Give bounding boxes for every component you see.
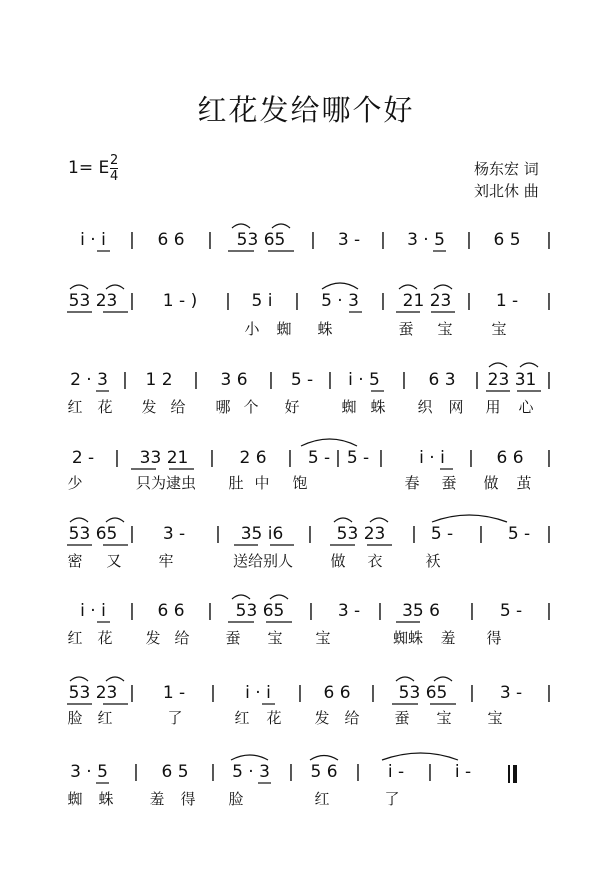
time-signature xyxy=(110,154,118,183)
bar-line: | xyxy=(129,524,135,544)
bar-line: | xyxy=(193,370,199,390)
lyric: 饱 xyxy=(292,474,308,492)
bar-line: | xyxy=(546,601,552,621)
note-group: 3 - xyxy=(337,230,361,250)
note-group: i · i xyxy=(80,230,106,250)
note-group: 6 5 xyxy=(493,230,521,250)
bar-line: | xyxy=(546,291,552,311)
lyric: 给 xyxy=(174,629,190,647)
note-group: 35 6 xyxy=(402,601,440,621)
note-group: i - xyxy=(454,762,472,782)
bar-line: | xyxy=(122,370,128,390)
bar-line: | xyxy=(380,291,386,311)
lyric: 用 xyxy=(485,398,501,416)
lyric: 蚕 xyxy=(225,629,241,647)
lyric: 得 xyxy=(486,629,502,647)
note-group: 5 - xyxy=(290,370,314,390)
lyric: 得 xyxy=(180,790,196,808)
lyric: 密 xyxy=(67,552,83,570)
bar-line: | xyxy=(307,524,313,544)
lyric: 了 xyxy=(384,790,400,808)
bar-line: | xyxy=(133,762,139,782)
note-group: i · 5 xyxy=(348,370,380,390)
note-group: 6 6 xyxy=(157,601,185,621)
slur xyxy=(272,224,290,228)
bar-line: | xyxy=(546,448,552,468)
bar-line: | xyxy=(546,230,552,250)
note-group: 5 - xyxy=(499,601,523,621)
lyric: 宝 xyxy=(491,320,507,338)
note-group: 1 - ) xyxy=(162,291,198,311)
lyric: 脸 xyxy=(67,709,83,727)
note-group: 3 - xyxy=(499,683,523,703)
lyric: 了 xyxy=(167,709,183,727)
lyric: 红 xyxy=(67,629,83,647)
lyric: 做 xyxy=(483,474,499,492)
bar-line: | xyxy=(207,230,213,250)
bar-line: | xyxy=(210,762,216,782)
note-group: 5 · 3 xyxy=(232,762,270,782)
note-group: 53 65 xyxy=(235,601,285,621)
lyric: 蜘蛛 xyxy=(392,629,424,647)
lyric: 少 xyxy=(67,474,83,492)
note-group: 33 21 xyxy=(139,448,189,468)
bar-line: | xyxy=(411,524,417,544)
lyric: 蛛 xyxy=(317,320,333,338)
note-group: 23 31 xyxy=(487,370,537,390)
lyric: 花 xyxy=(266,709,282,727)
bar-line: | xyxy=(210,683,216,703)
lyric: 网 xyxy=(448,398,464,416)
staff-row-3 xyxy=(0,370,612,460)
lyric: 蛛 xyxy=(370,398,386,416)
bar-line: | xyxy=(380,230,386,250)
lyric: 牢 xyxy=(158,552,174,570)
bar-line: | xyxy=(297,683,303,703)
staff-row-7 xyxy=(0,683,612,773)
lyric: 羞 xyxy=(440,629,456,647)
note-group: 5 · 3 xyxy=(321,291,359,311)
lyric: 红 xyxy=(234,709,250,727)
lyric: 花 xyxy=(97,398,113,416)
note-group: i · i xyxy=(80,601,106,621)
lyric: 只为逮虫 xyxy=(135,474,197,492)
bar-line: | xyxy=(268,370,274,390)
lyric: 红 xyxy=(97,709,113,727)
note-group: 5 i xyxy=(251,291,273,311)
bar-line: | xyxy=(468,448,474,468)
bar-line: | xyxy=(546,683,552,703)
note-group: 6 3 xyxy=(428,370,456,390)
lyric: 宝 xyxy=(437,320,453,338)
lyric: 蛛 xyxy=(98,790,114,808)
bar-line: | xyxy=(288,762,294,782)
lyric: 做 xyxy=(330,552,346,570)
lyric: 蜘 xyxy=(276,320,292,338)
lyric: 给 xyxy=(344,709,360,727)
note-group: 6 5 xyxy=(161,762,189,782)
staff-row-6 xyxy=(0,601,612,691)
note-group: 5 - xyxy=(507,524,531,544)
bar-line: | xyxy=(427,762,433,782)
lyric: 红 xyxy=(314,790,330,808)
lyric: 织 xyxy=(417,398,433,416)
lyric: 哪 xyxy=(215,398,231,416)
bar-line: | xyxy=(370,683,376,703)
lyric: 宝 xyxy=(267,629,283,647)
lyric: 给 xyxy=(170,398,186,416)
lyric: 肚 xyxy=(228,474,244,492)
bar-line: | xyxy=(401,370,407,390)
lyric: 袄 xyxy=(425,552,441,570)
note-group: 2 · 3 xyxy=(70,370,108,390)
composer-credit: 刘北休 曲 xyxy=(474,182,539,200)
lyric: 中 xyxy=(254,474,270,492)
bar-line: | xyxy=(209,448,215,468)
note-group: 1 - xyxy=(162,683,186,703)
bar-line: | xyxy=(378,448,384,468)
note-group: 2 - xyxy=(71,448,95,468)
note-group: 53 23 xyxy=(68,291,118,311)
note-group: 53 65 xyxy=(398,683,448,703)
note-group: 3 · 5 xyxy=(407,230,445,250)
note-group: 6 6 xyxy=(323,683,351,703)
bar-line: | xyxy=(327,370,333,390)
key-signature: 1= E xyxy=(68,158,110,178)
lyric: 羞 xyxy=(149,790,165,808)
note-group: 53 65 xyxy=(68,524,118,544)
bar-line: | xyxy=(546,524,552,544)
note-group: 35 i6 xyxy=(240,524,284,544)
staff-row-8 xyxy=(0,762,612,852)
bar-line: | xyxy=(335,448,341,468)
lyric: 花 xyxy=(97,629,113,647)
slur xyxy=(232,224,250,228)
lyric: 蜘 xyxy=(341,398,357,416)
bar-line: | xyxy=(466,291,472,311)
bar-line: | xyxy=(129,230,135,250)
note-group: i · i xyxy=(245,683,271,703)
lyric: 春 xyxy=(404,474,420,492)
note-group: 1 2 xyxy=(145,370,173,390)
lyric: 个 xyxy=(243,398,259,416)
lyric: 宝 xyxy=(487,709,503,727)
note-group: i - xyxy=(387,762,405,782)
bar-line: | xyxy=(294,291,300,311)
lyric: 发 xyxy=(145,629,161,647)
lyric: 发 xyxy=(141,398,157,416)
lyric: 又 xyxy=(106,552,122,570)
lyric: 好 xyxy=(284,398,300,416)
bar-line: | xyxy=(478,524,484,544)
note-group: 2 6 xyxy=(239,448,267,468)
song-title: 红花发给哪个好 xyxy=(197,93,415,127)
bar-line: | xyxy=(225,291,231,311)
bar-line: | xyxy=(129,291,135,311)
note-group: 21 23 xyxy=(402,291,452,311)
bar-line: | xyxy=(129,601,135,621)
bar-line: | xyxy=(466,230,472,250)
bar-line: | xyxy=(310,230,316,250)
note-group: 3 6 xyxy=(220,370,248,390)
bar-line: | xyxy=(215,524,221,544)
lyric: 发 xyxy=(314,709,330,727)
final-barline-thin xyxy=(508,765,510,783)
lyric: 送给别人 xyxy=(232,552,294,570)
lyric: 红 xyxy=(67,398,83,416)
staff-row-2 xyxy=(0,291,612,381)
lyric: 脸 xyxy=(228,790,244,808)
bar-line: | xyxy=(474,370,480,390)
lyric: 心 xyxy=(518,398,534,416)
lyricist-credit: 杨东宏 词 xyxy=(474,160,539,178)
lyric: 蚕 xyxy=(441,474,457,492)
bar-line: | xyxy=(287,448,293,468)
lyric: 宝 xyxy=(315,629,331,647)
time-signature-bottom: 4 xyxy=(110,169,119,184)
note-group: 53 23 xyxy=(68,683,118,703)
bar-line: | xyxy=(129,683,135,703)
bar-line: | xyxy=(377,601,383,621)
note-group: 6 6 xyxy=(496,448,524,468)
lyric: 茧 xyxy=(516,474,532,492)
time-signature-top: 2 xyxy=(110,153,119,168)
note-group: 53 23 xyxy=(336,524,386,544)
bar-line: | xyxy=(469,683,475,703)
note-group: i · i xyxy=(419,448,445,468)
bar-line: | xyxy=(355,762,361,782)
final-barline-thick xyxy=(513,765,517,783)
note-group: 53 65 xyxy=(236,230,286,250)
bar-line: | xyxy=(207,601,213,621)
lyric: 蚕 xyxy=(398,320,414,338)
lyric: 蚕 xyxy=(394,709,410,727)
lyric: 宝 xyxy=(436,709,452,727)
bar-line: | xyxy=(546,370,552,390)
note-group: 3 - xyxy=(337,601,361,621)
note-group: 3 - xyxy=(162,524,186,544)
lyric: 蜘 xyxy=(67,790,83,808)
bar-line: | xyxy=(308,601,314,621)
note-group: 6 6 xyxy=(157,230,185,250)
bar-line: | xyxy=(469,601,475,621)
lyric: 衣 xyxy=(367,552,383,570)
note-group: 3 · 5 xyxy=(70,762,108,782)
bar-line: | xyxy=(114,448,120,468)
lyric: 小 xyxy=(244,320,260,338)
note-group: 5 - xyxy=(346,448,370,468)
note-group: 1 - xyxy=(495,291,519,311)
note-group: 5 6 xyxy=(310,762,338,782)
note-group: 5 - xyxy=(430,524,454,544)
note-group: 5 - xyxy=(307,448,331,468)
